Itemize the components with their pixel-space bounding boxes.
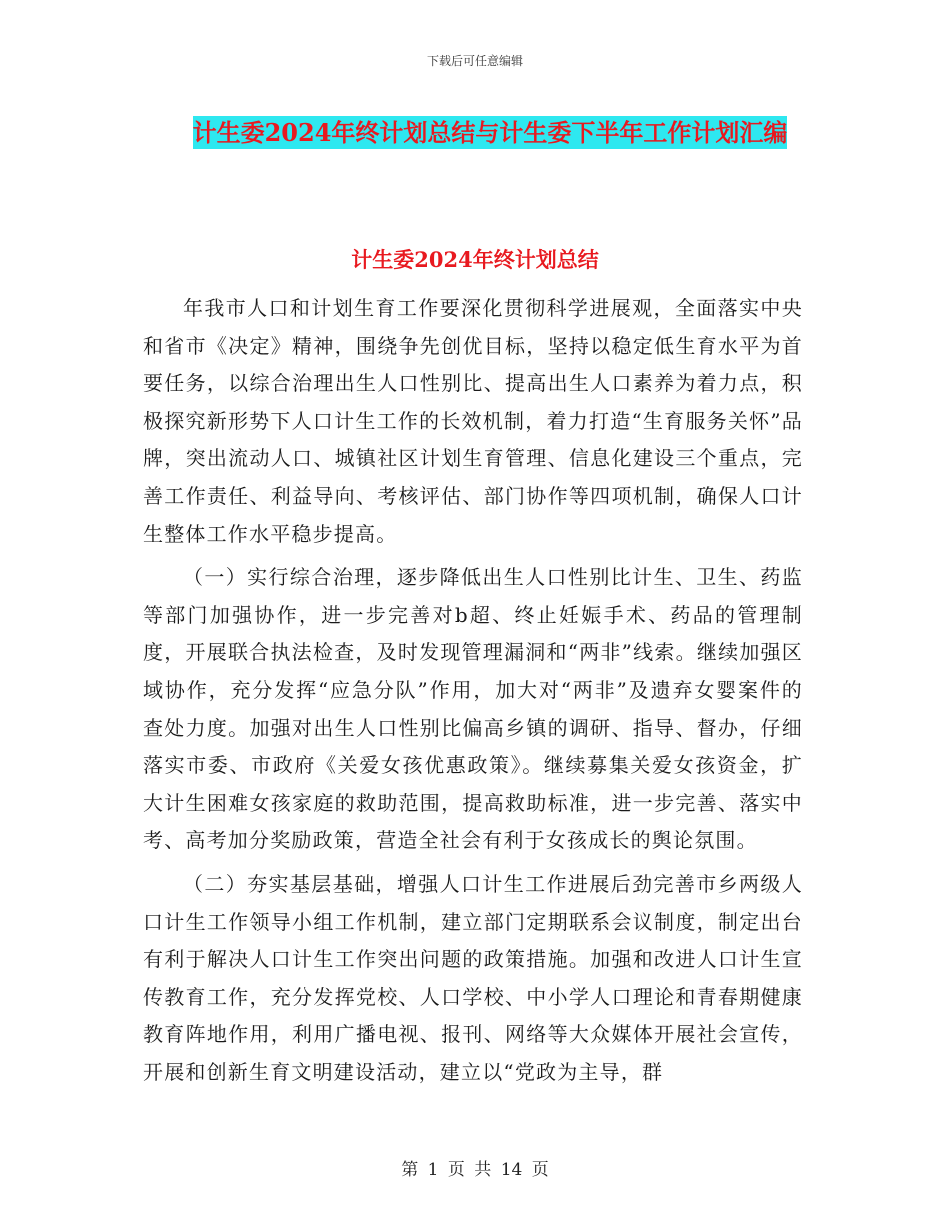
body-paragraph: （一）实行综合治理，逐步降低出生人口性别比计生、卫生、药监等部门加强协作，进一步完善对b超、终止妊娠手术、药品的管理制度，开展联合执法检查，及时发现管理漏洞和“两非”线索。继续加强区域协作，充分发挥“应急分队”作用，加大对“两非”及遗弃女婴案件的查处力度。加强对出生人口性别比偏高乡镇的调研、指导、督办，仔细落实市委、市政府《关爱女孩优惠政策》。继续募集关爱女孩资金，扩大计生困难女孩家庭的救助范围，提高救助标准，进一步完善、落实中考、高考加分奖励政策，营造全社会有利于女孩成长的舆论氛围。 — [143, 565, 803, 853]
section-title: 计生委2024年终计划总结 — [351, 247, 599, 272]
body-paragraph: 年我市人口和计划生育工作要深化贯彻科学进展观，全面落实中央和省市《决定》精神，围绕争先创优目标，坚持以稳定低生育水平为首要任务，以综合治理出生人口性别比、提高出生人口素养为着力点，积极探究新形势下人口计生工作的长效机制，着力打造“生育服务关怀”品牌，突出流动人口、城镇社区计划生育管理、信息化建设三个重点，完善工作责任、利益导向、考核评估、部门协作等四项机制，确保人口计生整体工作水平稳步提高。 — [143, 296, 803, 546]
page-number: 第 1 页 共 14 页 — [401, 1160, 549, 1180]
page-header-note: 下载后可任意编辑 — [426, 54, 523, 68]
document-title — [150, 110, 830, 156]
document-title-text: 计生委2024年终计划总结与计生委下半年工作计划汇编 — [192, 118, 788, 147]
document-body — [143, 290, 803, 1097]
body-paragraph: （二）夯实基层基础，增强人口计生工作进展后劲完善市乡两级人口计生工作领导小组工作机制，建立部门定期联系会议制度，制定出台有利于解决人口计生工作突出问题的政策措施。加强和改进人口计生宣传教育工作，充分发挥党校、人口学校、中小学人口理论和青春期健康教育阵地作用，利用广播电视、报刊、网络等大众媒体开展社会宣传，开展和创新生育文明建设活动，建立以“党政为主导，群 — [143, 871, 803, 1084]
